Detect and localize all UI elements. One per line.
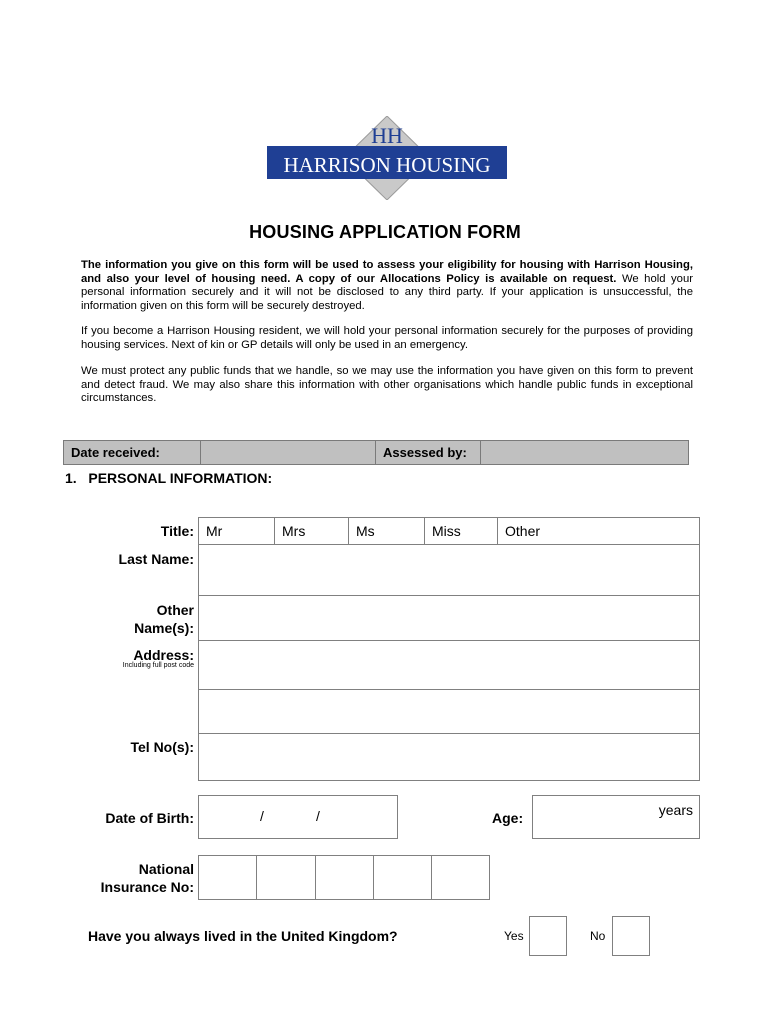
- address-field-line1[interactable]: [199, 641, 699, 689]
- ni-field[interactable]: [198, 855, 490, 900]
- section-number: 1.: [65, 470, 77, 486]
- intro-paragraph-2: If you become a Harrison Housing resident, we will hold your personal information securely for the purposes of providing housing services. Next of kin or GP details will only be used in an emergency.: [81, 325, 693, 351]
- ni-label-line2: Insurance No:: [100, 879, 194, 895]
- intro-paragraph-1-rest: We hold your personal information securely and it will not be disclosed to any third party. If your application is unsuccessful, the information given on this form will be securely destroyed.: [81, 272, 694, 312]
- age-field[interactable]: [532, 795, 700, 839]
- other-names-label: [134, 601, 194, 637]
- section-heading: [65, 470, 272, 486]
- no-checkbox[interactable]: [612, 916, 650, 956]
- no-label: No: [590, 929, 606, 943]
- yes-checkbox[interactable]: [529, 916, 567, 956]
- svg-text:HARRISON HOUSING: HARRISON HOUSING: [283, 153, 491, 177]
- last-name-label: Last Name:: [118, 551, 194, 567]
- address-field-line2[interactable]: [199, 690, 699, 733]
- title-option-ms[interactable]: Ms: [349, 518, 425, 545]
- age-label: Age:: [492, 810, 524, 826]
- other-names-label-line1: Other: [156, 602, 194, 618]
- dob-field[interactable]: [198, 795, 398, 839]
- office-use-bar: [63, 440, 689, 465]
- age-unit: years: [658, 802, 693, 818]
- dob-label: Date of Birth:: [105, 810, 194, 826]
- other-names-field[interactable]: [199, 596, 699, 640]
- divider: [256, 856, 257, 899]
- intro-paragraph-1: [81, 259, 693, 313]
- ni-label: [101, 860, 194, 896]
- divider: [315, 856, 316, 899]
- address-note: Including full post code: [122, 662, 194, 669]
- date-received-field[interactable]: [201, 441, 376, 464]
- address-label: Address:: [133, 647, 194, 663]
- form-title: HOUSING APPLICATION FORM: [249, 222, 521, 242]
- dob-separator: /: [316, 808, 320, 824]
- title-option-miss[interactable]: Miss: [425, 518, 498, 545]
- harrison-housing-logo: [266, 116, 508, 200]
- title-option-mrs[interactable]: Mrs: [275, 518, 349, 545]
- intro-paragraph-1-bold: The information you give on this form will be used to assess your eligibility for housing with Harrison Housing, and also your level of housing need. A copy of our Allocations Policy is available on request.: [81, 259, 693, 285]
- title-label: Title:: [160, 523, 194, 539]
- date-received-label: Date received:: [64, 441, 201, 464]
- intro-paragraph-3: We must protect any public funds that we handle, so we may use the information you have given on this form to prevent and detect fraud. We may also share this information with other organisations which handle public funds in exceptional circumstances.: [81, 365, 693, 405]
- ni-label-line1: National: [138, 861, 194, 877]
- title-option-other[interactable]: Other: [505, 523, 541, 539]
- divider: [431, 856, 432, 899]
- tel-field[interactable]: [199, 734, 699, 780]
- other-names-label-line2: Name(s):: [134, 620, 194, 636]
- yes-label: Yes: [504, 929, 524, 943]
- last-name-field[interactable]: [199, 545, 699, 595]
- title-options-row: [199, 518, 699, 545]
- title-option-mr[interactable]: Mr: [199, 518, 275, 545]
- svg-text:HH: HH: [371, 123, 403, 148]
- assessed-by-label: Assessed by:: [376, 441, 481, 464]
- dob-separator: /: [260, 808, 264, 824]
- personal-details-grid: [198, 517, 700, 781]
- assessed-by-field[interactable]: [481, 441, 688, 464]
- uk-residency-question: Have you always lived in the United Kingdom?: [88, 928, 398, 944]
- section-title: PERSONAL INFORMATION:: [88, 470, 273, 486]
- divider: [373, 856, 374, 899]
- tel-label: Tel No(s):: [130, 739, 194, 755]
